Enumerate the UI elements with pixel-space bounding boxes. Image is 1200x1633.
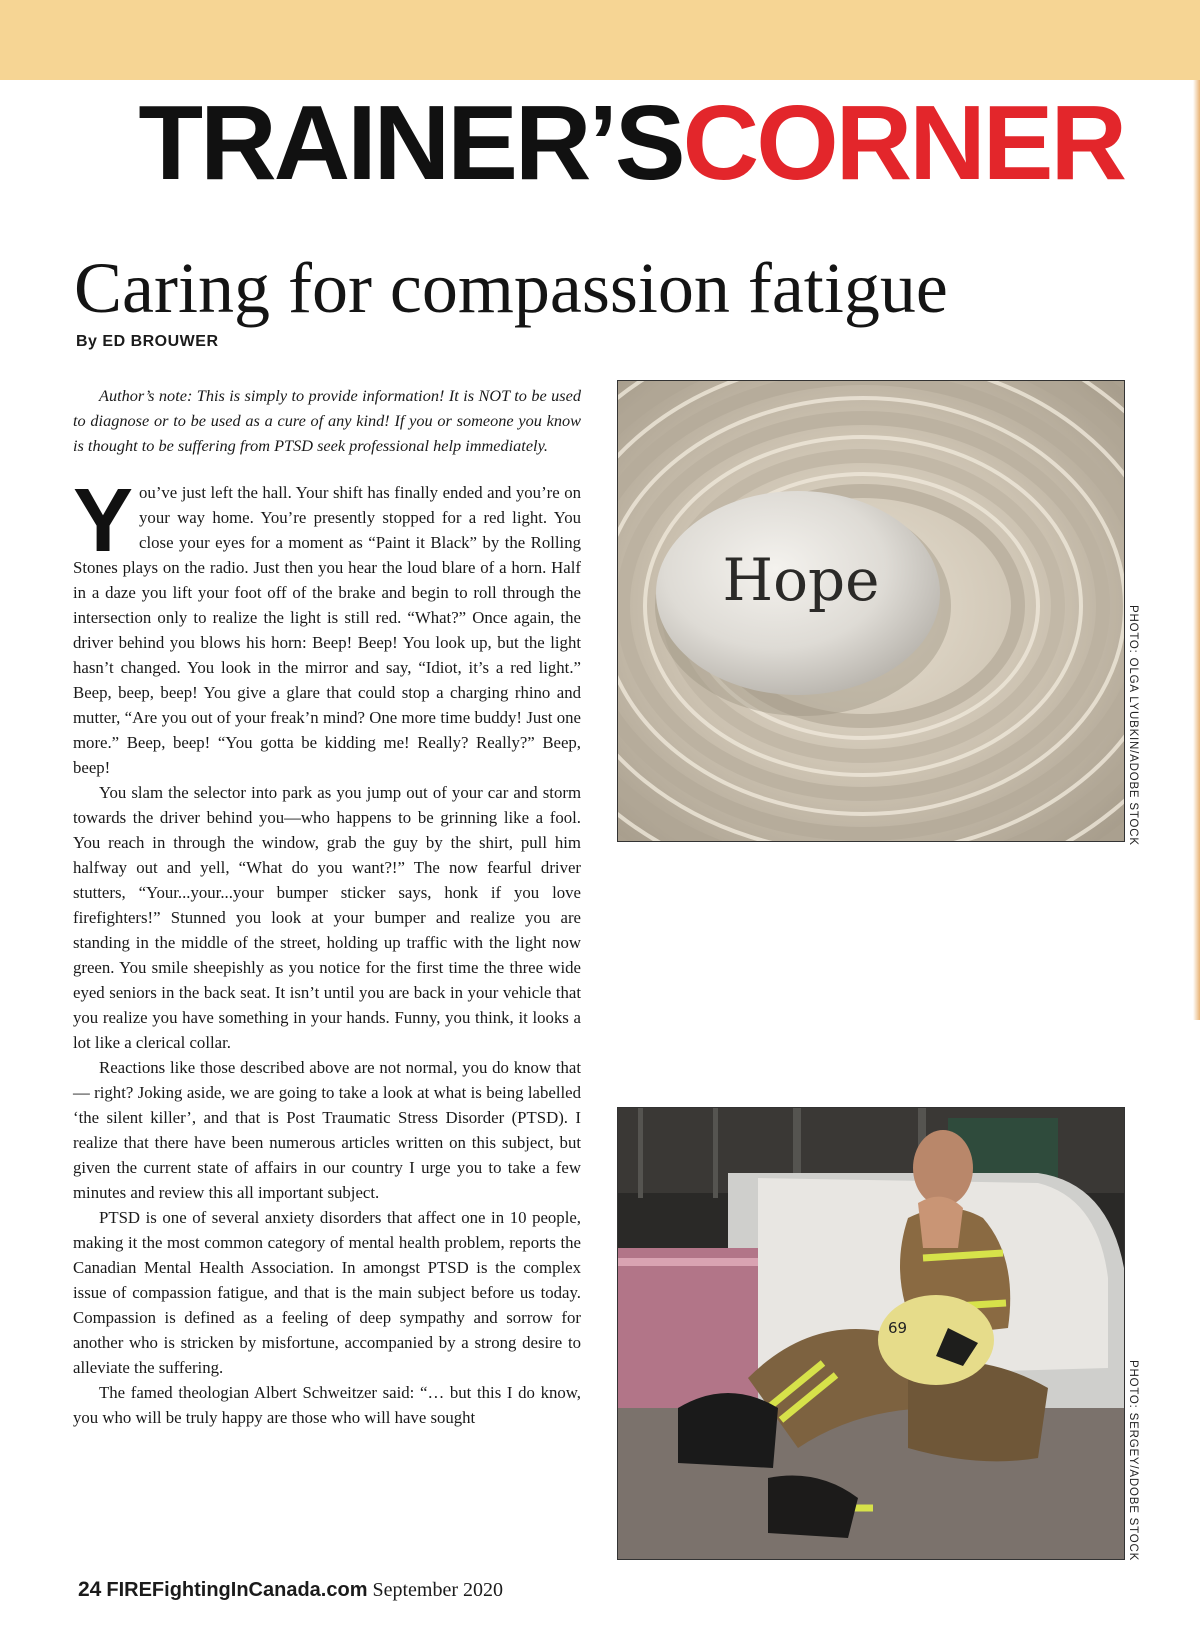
- stone-label: Hope: [722, 546, 880, 614]
- article-body: [73, 383, 581, 1430]
- paragraph-2: You slam the selector into park as you jump out of your car and storm towards the driver behind you—who happens to be grinning like a fool. You reach in through the window, grab the guy by the shirt, pull him halfway out and yell, “What do you want?!” The now fearful driver stutters, “Your...your...your bumper sticker says, honk if you love firefighters!” Stunned you look at your bumper and realize you are standing in the middle of the street, holding up traffic with the light now green. You smile sheepishly as you notice for the first time the three wide eyed seniors in the back seat. It isn’t until you are back in your vehicle that you realize you have something in your hands. Funny, you think, it looks a lot like a clerical collar.: [73, 783, 581, 1052]
- section-header-word1: TRAINER’S: [138, 84, 683, 202]
- magazine-name: FIREFightingInCanada.com: [106, 1579, 368, 1601]
- paragraph-3: Reactions like those described above are not normal, you do know that — right? Joking aside, we are going to take a look at what is being labelled ‘the silent killer’, and that is Post Traumatic Stress Disorder (PTSD). I realize that there have been numerous articles written on this subject, but given the current state of affairs in our country I urge you to take a few minutes and review this all important subject.: [73, 1058, 581, 1202]
- helmet-number: 69: [888, 1319, 908, 1337]
- section-header-word2: CORNER: [682, 84, 1124, 202]
- top-color-band: [0, 0, 1200, 80]
- photo-credit-1: PHOTO: OLGA LYUBKIN/ADOBE STOCK: [1127, 605, 1139, 846]
- byline: By ED BROUWER: [76, 333, 219, 350]
- paragraph-1-text: ou’ve just left the hall. Your shift has finally ended and you’re on your way home. You’re presently stopped for a red light. You close your eyes for a moment as “Paint it Black” by the Rolling Stones plays on the radio. Just then you hear the loud blare of a horn. Half in a daze you lift your foot off of the brake and begin to roll through the intersection only to realize the light is still red. “What?” Once again, the driver behind you blows his horn: Beep! Beep! You look up, but the light hasn’t changed. You look in the mirror and say, “Idiot, it’s a red light.” Beep, beep, beep! You give a glare that could stop a charging rhino and mutter, “Are you out of your freak’n mind? One more time buddy! Just one more.” Beep, beep! “You gotta be kidding me! Really? Really?” Beep, beep!: [73, 483, 581, 777]
- paragraph-1: [73, 471, 581, 780]
- authors-note: Author’s note: This is simply to provide information! It is NOT to be used to diagnose or to be used as a cure of any kind! If you or someone you know is thought to be suffering from PTSD seek professional help immediately.: [73, 386, 581, 455]
- issue-date: September 2020: [372, 1579, 504, 1601]
- firefighter-photo: [617, 1107, 1125, 1560]
- page-number: 24: [78, 1578, 102, 1601]
- paragraph-5: The famed theologian Albert Schweitzer said: “… but this I do know, you who will be truly happy are those who will have sought: [73, 1383, 581, 1427]
- paragraph-4: PTSD is one of several anxiety disorders that affect one in 10 people, making it the most common category of mental health problem, reports the Canadian Mental Health Association. In amongst PTSD is the complex issue of compassion fatigue, and that is the main subject before us today. Compassion is defined as a feeling of deep sympathy and sorrow for another who is stricken by misfortune, accompanied by a strong desire to alleviate the suffering.: [73, 1208, 581, 1377]
- firefighter-illustration: [618, 1108, 1124, 1559]
- page-footer: [78, 1578, 503, 1602]
- hope-stone-photo: [617, 380, 1125, 842]
- drop-cap: Y: [73, 471, 134, 571]
- article-title: Caring for compassion fatigue: [74, 248, 948, 328]
- section-header: [138, 84, 1124, 202]
- page-edge-shade: [1193, 80, 1200, 1020]
- photo-credit-2: PHOTO: SERGEY/ADOBE STOCK: [1127, 1360, 1139, 1562]
